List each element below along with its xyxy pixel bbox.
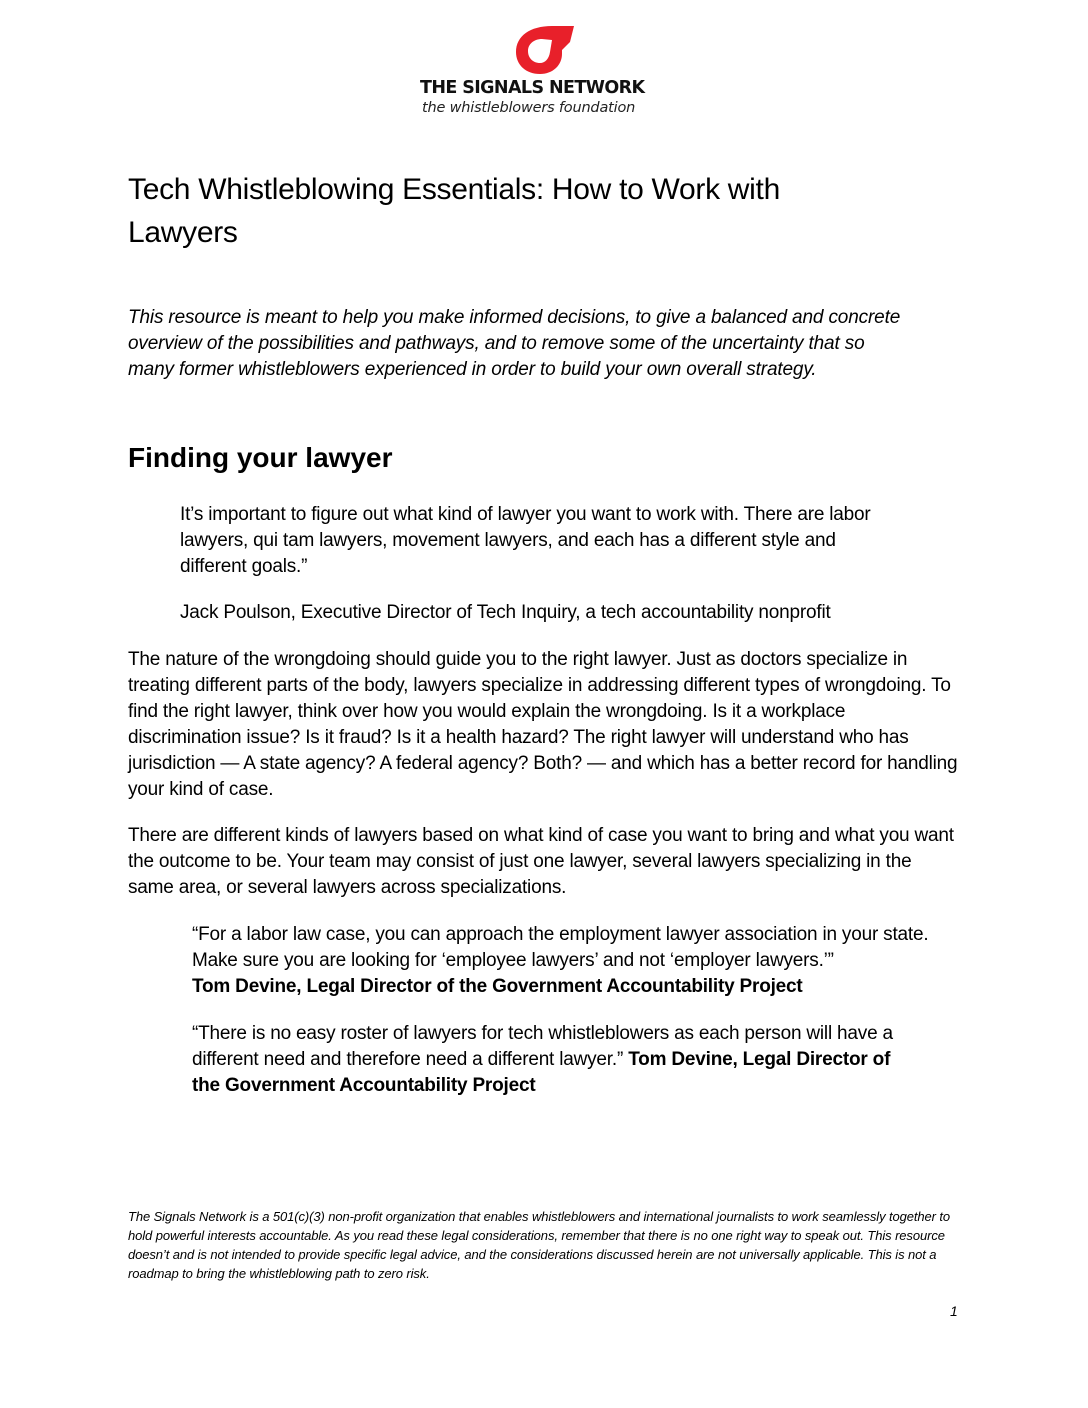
quote-block [192, 1021, 912, 1099]
page-number: 1 [950, 1303, 958, 1319]
org-tagline: the whistleblowers foundation [422, 100, 636, 116]
quote-attribution: Jack Poulson, Executive Director of Tech Inquiry, a tech accountability nonprofit [180, 602, 831, 623]
quote-attribution: Tom Devine, Legal Director of the Government Accountability Project [192, 976, 803, 997]
footer-disclaimer: The Signals Network is a 501(c)(3) non-profit organization that enables whistleblowers and international journalists to work seamlessly together to hold powerful interests accountable. As you read these legal considerations, remember that there is no one right way to speak out. This resource doesn’t and is not intended to provide specific legal advice, and the considerations discussed herein are not universally applicable. This is not a roadmap to bring the whistleblowing path to zero risk. [128, 1209, 951, 1281]
quote-block: It’s important to figure out what kind of lawyer you want to work with. There are labor lawyers, qui tam lawyers, movement lawyers, and each has a different style and different goals.” [180, 504, 871, 577]
quote-block [192, 922, 932, 1000]
section-heading: Finding your lawyer [128, 442, 393, 473]
body-paragraph: There are different kinds of lawyers based on what kind of case you want to bring and what you want the outcome to be. Your team may consist of just one lawyer, several lawyers specializing in the same area, or several lawyers across specializations. [128, 825, 954, 898]
quote-text: “There is no easy roster of lawyers for tech whistleblowers as each person will have a different need and therefore need a different lawyer.” [192, 1023, 893, 1070]
quote-text: “For a labor law case, you can approach the employment lawyer association in your state. Make sure you are looking for ‘employee lawyers’ and not ‘employer lawyers.’” [192, 924, 929, 971]
org-name: THE SIGNALS NETWORK [420, 78, 645, 98]
document-title: Tech Whistleblowing Essentials: How to Work with Lawyers [128, 173, 780, 249]
quote-attribution: Tom Devine, Legal Director of the Government Accountability Project [192, 1049, 891, 1096]
signals-network-logo-icon [512, 24, 576, 76]
intro-paragraph: This resource is meant to help you make informed decisions, to give a balanced and concrete overview of the possibilities and pathways, and to remove some of the uncertainty that so many former whistleblowers experienced in order to build your own overall strategy. [128, 307, 901, 380]
body-paragraph: The nature of the wrongdoing should guide you to the right lawyer. Just as doctors specialize in treating different parts of the body, lawyers specialize in addressing different types of wrongdoing. To find the right lawyer, think over how you would explain the wrongdoing. Is it a workplace discrimination issue? Is it fraud? Is it a health hazard? The right lawyer will understand who has jurisdiction — A state agency? A federal agency? Both? — and which has a better record for handling your kind of case. [128, 649, 958, 800]
